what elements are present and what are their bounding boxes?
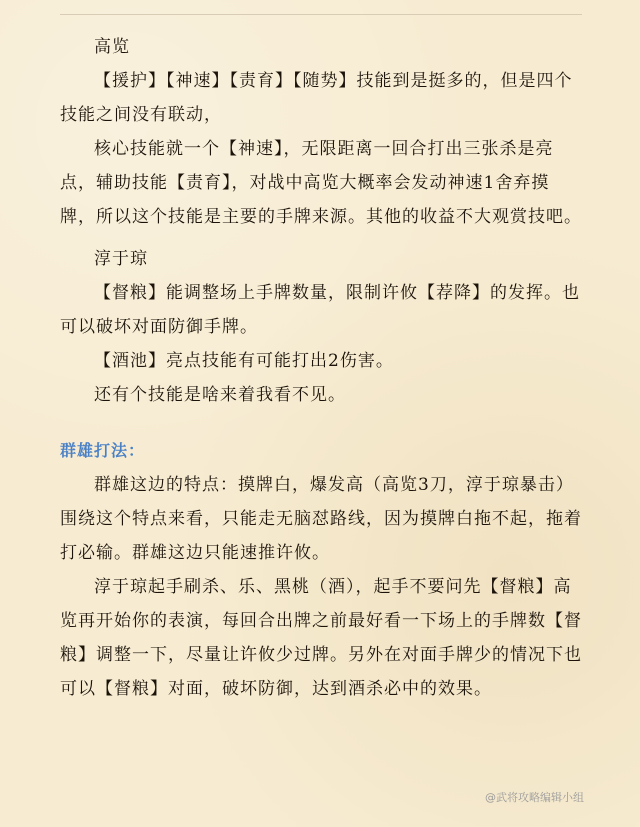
gaolan-paragraph-1: 【援护】【神速】【责育】【随势】技能到是挺多的，但是四个技能之间没有联动， [60,71,573,125]
strategy-paragraph-1: 群雄这边的特点：摸牌白，爆发高（高览3刀，淳于琼暴击）围绕这个特点来看，只能走无脑怼路线，因为摸牌白拖不起，拖着打必输。群雄这边只能速推许攸。 [60,475,582,563]
document-body [60,30,582,706]
chunyuqiong-paragraph-2: 【酒池】亮点技能有可能打出2伤害。 [94,351,394,371]
general-name-chunyuqiong: 淳于琼 [94,249,148,269]
strategy-paragraph-2: 淳于琼起手刷杀、乐、黑桃（酒），起手不要问先【督粮】高览再开始你的表演，每回合出牌之前最好看一下场上的手牌数【督粮】调整一下，尽量让许攸少过牌。另外在对面手牌少的情况下也可以【督粮】对面，破坏防御，达到酒杀必中的效果。 [60,577,582,699]
top-divider [60,14,582,15]
chunyuqiong-paragraph-1: 【督粮】能调整场上手牌数量，限制许攸【荐降】的发挥。也可以破坏对面防御手牌。 [60,283,580,337]
spacer [60,234,582,242]
watermark: @武将攻略编辑小组 [485,791,584,804]
general-name-gaolan: 高览 [94,37,130,57]
chunyuqiong-paragraph-3: 还有个技能是啥来着我看不见。 [94,385,346,405]
gaolan-paragraph-2: 核心技能就一个【神速】，无限距离一回合打出三张杀是亮点，辅助技能【责育】，对战中高览大概率会发动神速1舍弃摸牌，所以这个技能是主要的手牌来源。其他的收益不大观赏技吧。 [60,139,582,227]
strategy-heading: 群雄打法： [60,441,146,460]
